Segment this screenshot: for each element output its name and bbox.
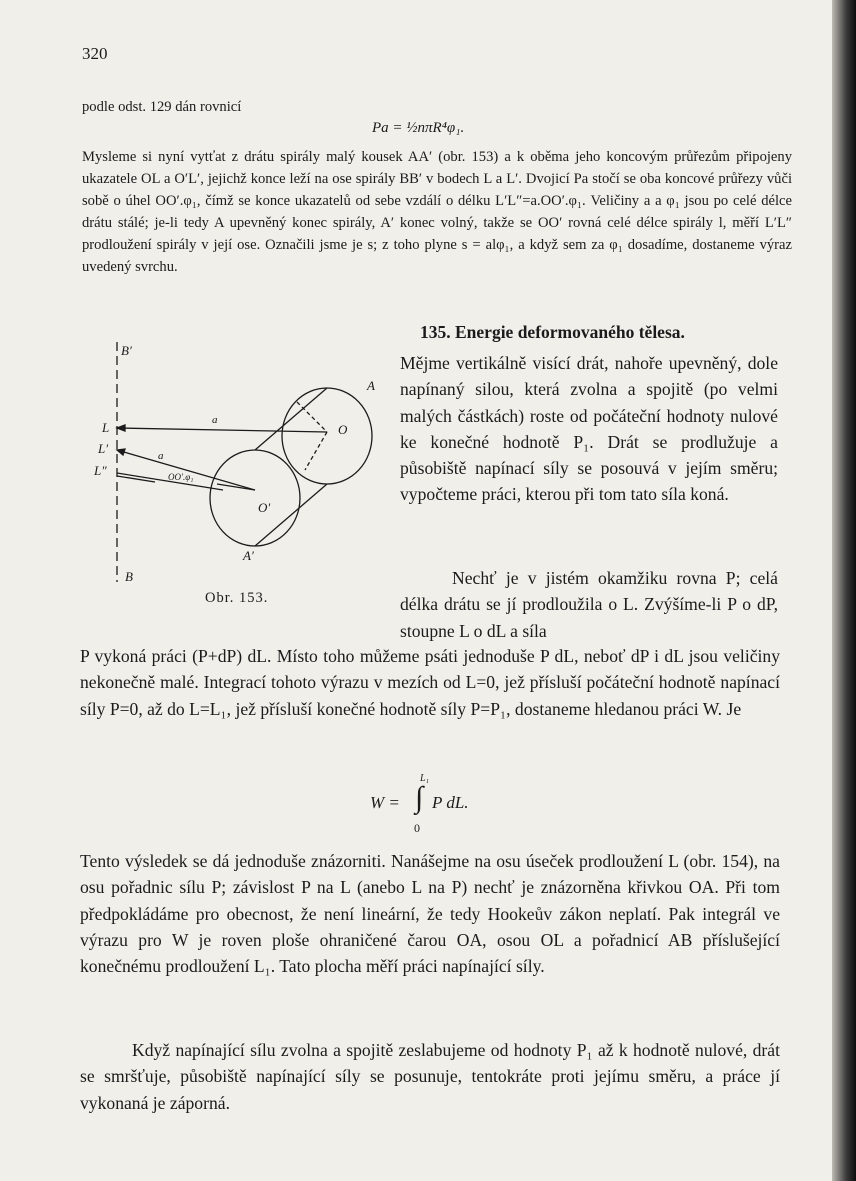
full-paragraph-3-text: Když napínající sílu zvolna a spojitě zeslabujeme od hodnoty P₁ až k hodnotě nulové, drát se smršťuje, působiště napínající síly se posunuje, tentokráte proti jejímu směru, a práce jí vykonaná je záporná. [80, 1040, 780, 1113]
full-paragraph-3 [80, 1037, 780, 1116]
label-a: A [367, 378, 375, 393]
full-paragraph-2 [80, 848, 780, 979]
body-paragraph-small: Mysleme si nyní vytťat z drátu spirály malý kousek AA′ (obr. 153) a k oběma jeho koncovým průřezům připojeny ukazatele OL a O′L′, jejichž konce leží na ose spirály BB′ v bodech L a L′. Dvojicí Pa stočí se oba koncové průřezy vůči sobě o úhel OO′.φ₁, čímž se konce ukazatelů od sebe vzdálí o délku L′L″=a.OO′.φ₁. Veličiny a a φ₁ jsou po celé délce drátu stálé; je-li tedy A upevněný konec spirály, A′ konec volný, takže se OO′ rovná celé délce spirály l, měří L′L″ prodloužení spirály v její ose. Označili jsme je s; z toho plyne s = alφ₁, a když sem za φ₁ dosadíme, dostaneme výraz uvedený svrchu. [82, 149, 792, 275]
integral-sign: ∫ [415, 781, 424, 814]
integral-upper: L₁ [420, 773, 430, 784]
integral-lhs: W = [370, 793, 400, 812]
label-l: L [102, 420, 110, 435]
label-a-lower: a [158, 450, 164, 462]
page-edge-shadow [832, 0, 856, 1181]
section-heading: 135. Energie deformovaného tělesa. [420, 322, 685, 342]
label-l-dprime: L″ [94, 463, 107, 478]
cylinder-top-ellipse [282, 388, 372, 484]
full-paragraph-2-text: Tento výsledek se dá jednoduše znázorniti. Nanášejme na osu úseček prodloužení L (obr. 154), na osu pořadnic sílu P; závislost P na L (anebo L na P) nechť je znázorněna křivkou OA. Při tom předpokládáme pro obecnost, že není lineární, že tedy Hookeův zákon neplatí. Pak integrál ve výrazu pro W je roven ploše ohraničené čarou OA, osou OL a pořadnicí AB příslušející konečnému prodloužení L₁. Tato plocha měří práci napínající síly. [80, 851, 780, 977]
column-paragraph-2 [400, 565, 778, 644]
integral-integrand: P dL. [432, 793, 469, 812]
integral-formula [370, 775, 510, 837]
cylinder-edge-top [255, 388, 327, 450]
label-b-top: B′ [121, 343, 132, 358]
formula-pa: Pa = ½nπR⁴φ₁. [372, 120, 465, 136]
column-paragraph-1-text: Mějme vertikálně visící drát, nahoře upevněný, dole napínaný silou, která zvolna a spojitě (po velmi malých částkách) roste od počáteční hodnoty nulové ke konečné hodnotě P₁. Drát se prodlužuje a působiště napínací síly se posouvá v jejím směru; vypočteme práci, kterou při tom tato síla koná. [400, 353, 778, 505]
label-a-prime: A′ [243, 548, 254, 563]
column-paragraph-1 [400, 350, 778, 508]
cylinder-bottom-ellipse [210, 450, 300, 546]
figure-caption: Obr. 153. [205, 590, 269, 606]
label-l-prime: L′ [98, 441, 109, 456]
full-paragraph-1: P vykoná práci (P+dP) dL. Místo toho můžeme psáti jednoduše P dL, neboť dP i dL jsou veličiny nekonečně malé. Integrací tohoto výrazu v mezích od L=0, jež přísluší počáteční hodnotě napínací síly P=0, až do L=L₁, jež přísluší konečné hodnotě síly P=P₁, dostaneme hledanou práci W. Je [80, 646, 780, 719]
intro-line: podle odst. 129 dán rovnicí [82, 99, 242, 115]
label-o: O [338, 422, 348, 437]
pointer-ol [117, 428, 327, 432]
column-paragraph-2-text: Nechť je v jistém okamžiku rovna P; celá délka drátu se jí prodloužila o L. Zvýšíme-li P o dP, stoupne L o dL a síla [400, 568, 778, 641]
label-o-prime: O′ [258, 500, 271, 515]
label-b-bottom: B [125, 569, 133, 584]
label-a-upper: a [212, 414, 218, 426]
integral-lower: 0 [414, 821, 420, 835]
label-arc: OO′.φ₁ [168, 472, 194, 482]
page-number: 320 [82, 44, 108, 63]
